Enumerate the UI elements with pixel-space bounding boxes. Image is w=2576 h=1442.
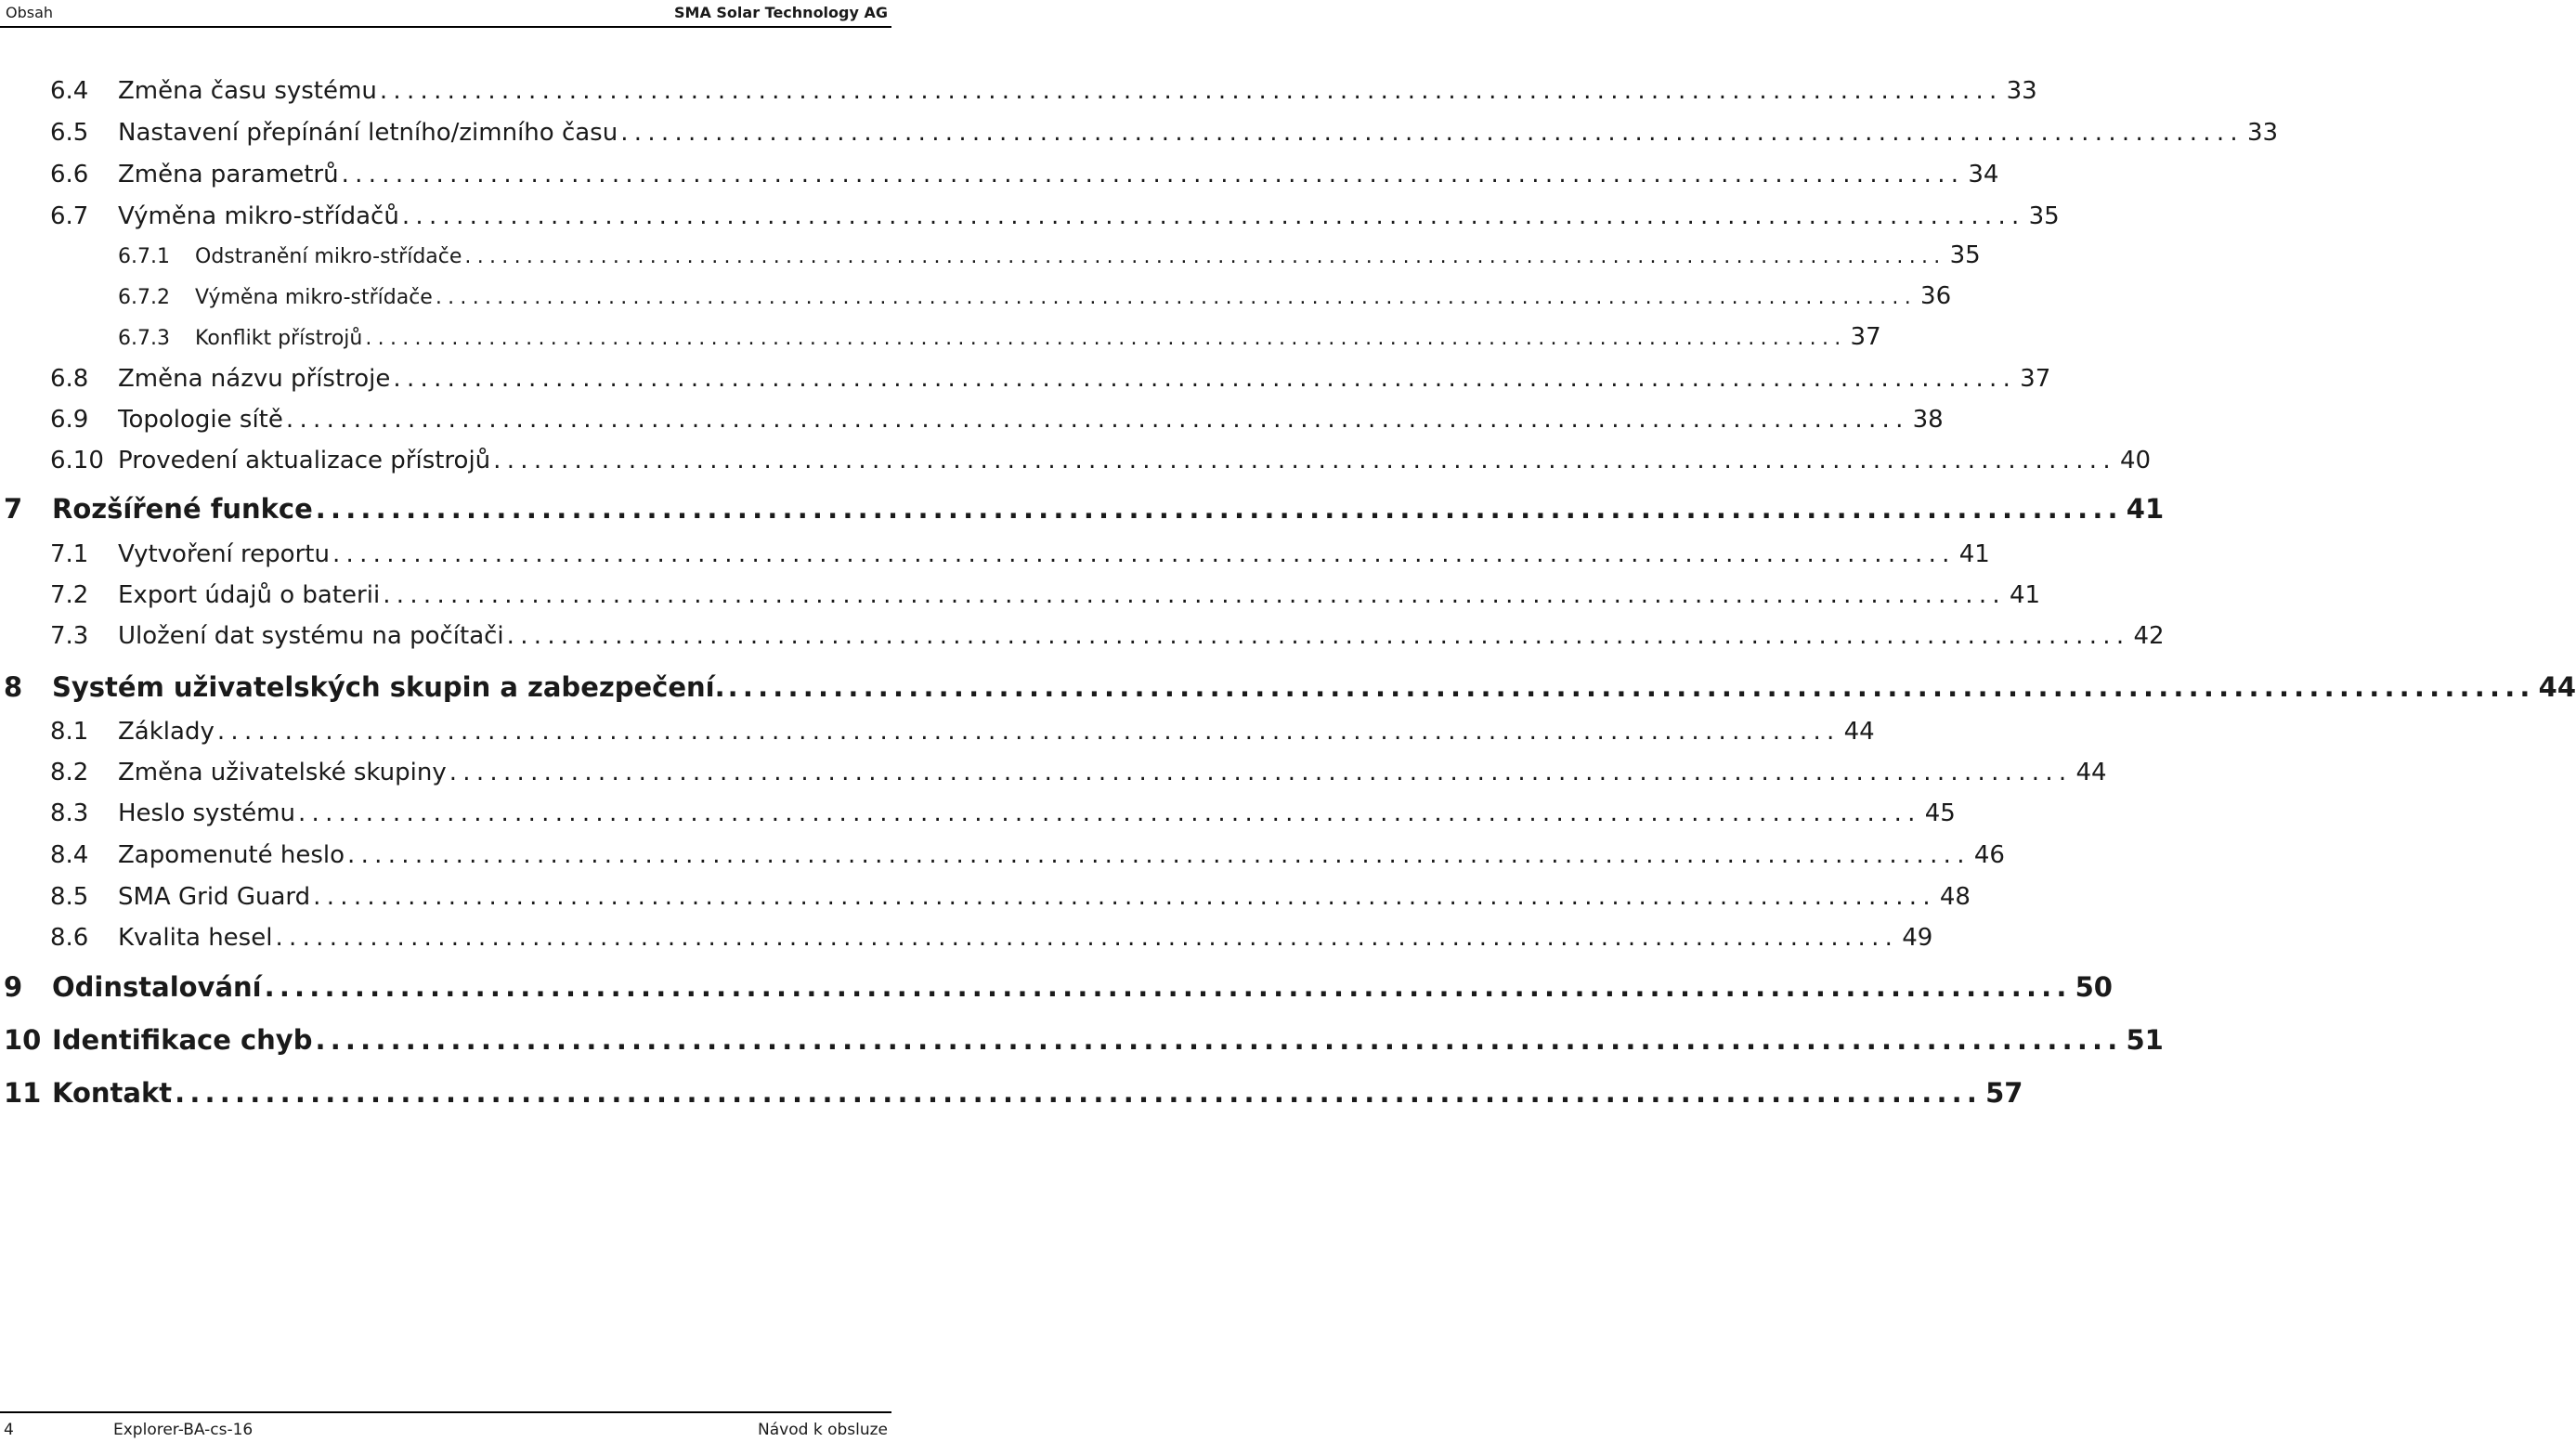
toc-entry-title: Uložení dat systému na počítači <box>118 622 504 650</box>
toc-entry-title: Změna parametrů <box>118 161 339 188</box>
toc-entry-number: 6.5 <box>50 119 89 147</box>
toc-entry[interactable] <box>50 715 1875 748</box>
toc-entry-number: 7.3 <box>50 622 89 650</box>
toc-entry-page-number: 37 <box>1850 323 1881 351</box>
toc-entry-page-number: 51 <box>2126 1024 2164 1056</box>
toc-entry-page-number: 49 <box>1902 924 1933 952</box>
toc-entry-title: Odinstalování <box>52 971 262 1003</box>
toc-entry[interactable] <box>50 116 2279 149</box>
toc-entry-number: 7.1 <box>50 540 89 568</box>
toc-entry-number: 8.4 <box>50 841 89 869</box>
header-company-name: SMA Solar Technology AG <box>674 4 888 21</box>
toc-entry-number: 11 <box>4 1077 42 1109</box>
toc-dot-leader: ........................................................................................................................ <box>175 1077 1983 1109</box>
toc-entry-page-number: 36 <box>1920 282 1952 310</box>
toc-dot-leader: ........................................................................................................................ <box>383 581 2006 609</box>
toc-dot-leader: ........................................................................................................................ <box>315 493 2123 525</box>
toc-entry[interactable] <box>118 240 1981 270</box>
toc-entry-number: 8.6 <box>50 924 89 952</box>
toc-entry-number: 7.2 <box>50 581 89 609</box>
toc-entry-title: Heslo systému <box>118 799 295 827</box>
toc-entry-page-number: 37 <box>2020 365 2051 393</box>
toc-entry-page-number: 48 <box>1939 883 1971 911</box>
toc-entry-number: 8.3 <box>50 799 89 827</box>
toc-entry-title: Změna času systému <box>118 77 377 105</box>
toc-dot-leader: ........................................................................................................................ <box>332 540 1956 568</box>
toc-entry[interactable] <box>50 362 2051 396</box>
toc-entry[interactable] <box>4 1074 2023 1111</box>
toc-entry[interactable] <box>4 968 2113 1006</box>
toc-entry-number: 8.5 <box>50 883 89 911</box>
toc-entry-page-number: 46 <box>1973 841 2005 869</box>
toc-entry-title: Zapomenuté heslo <box>118 841 345 869</box>
toc-dot-leader: ........................................................................................................................ <box>347 841 1971 869</box>
toc-entry-number: 8.1 <box>50 718 89 746</box>
toc-entry-title: Výměna mikro-střídačů <box>118 202 399 230</box>
toc-entry[interactable] <box>50 200 2060 233</box>
toc-dot-leader: ........................................................................................................................ <box>275 924 1899 952</box>
toc-entry-number: 6.10 <box>50 447 104 474</box>
toc-entry-page-number: 50 <box>2075 971 2113 1003</box>
toc-entry-page-number: 41 <box>1958 540 1990 568</box>
toc-entry-title: Změna uživatelské skupiny <box>118 759 447 786</box>
toc-dot-leader: ........................................................................................................................ <box>449 759 2073 786</box>
toc-entry[interactable] <box>118 322 1881 352</box>
toc-entry-number: 6.7.2 <box>118 286 170 309</box>
toc-dot-leader: ........................................................................................................................ <box>435 286 1918 309</box>
toc-dot-leader: ........................................................................................................................ <box>285 406 1909 434</box>
toc-entry-title: SMA Grid Guard <box>118 883 311 911</box>
toc-entry-number: 6.4 <box>50 77 89 105</box>
toc-entry-title: Export údajů o baterii <box>118 581 381 609</box>
toc-entry-page-number: 33 <box>2246 119 2279 147</box>
toc-dot-leader: ........................................................................................................................ <box>464 245 1946 268</box>
toc-entry-page-number: 41 <box>2126 493 2165 525</box>
toc-entry[interactable] <box>50 797 1956 830</box>
toc-dot-leader: ........................................................................................................................ <box>341 161 1965 188</box>
toc-entry-number: 10 <box>4 1024 42 1056</box>
toc-dot-leader: ........................................................................................................................ <box>264 971 2072 1003</box>
toc-entry[interactable] <box>50 756 2107 789</box>
page-footer <box>0 1411 891 1442</box>
toc-dot-leader: ........................................................................................................................ <box>393 365 2017 393</box>
toc-entry[interactable] <box>50 921 1933 955</box>
footer-document-type: Návod k obsluze <box>758 1421 888 1439</box>
toc-entry[interactable] <box>50 158 1999 191</box>
toc-dot-leader: ........................................................................................................................ <box>365 327 1847 350</box>
toc-entry[interactable] <box>50 619 2165 653</box>
toc-entry[interactable] <box>50 538 1990 571</box>
toc-dot-leader: ........................................................................................................................ <box>313 883 1936 911</box>
toc-entry-page-number: 44 <box>1843 718 1875 746</box>
toc-entry-title: Rozšířené funkce <box>52 493 313 525</box>
toc-entry[interactable] <box>50 880 1971 914</box>
toc-entry-page-number: 35 <box>2028 202 2060 230</box>
toc-entry-title: Změna názvu přístroje <box>118 365 391 393</box>
toc-entry-title: Základy <box>118 718 215 746</box>
toc-dot-leader: ........................................................................................................................ <box>401 202 2025 230</box>
toc-entry-page-number: 42 <box>2133 622 2165 650</box>
toc-entry[interactable] <box>4 490 2165 527</box>
header-divider <box>0 26 891 28</box>
toc-entry-number: 6.7 <box>50 202 89 230</box>
toc-entry-page-number: 44 <box>2075 759 2107 786</box>
toc-dot-leader: ........................................................................................................................ <box>620 119 2244 147</box>
toc-entry-title: Odstranění mikro-střídače <box>195 245 462 268</box>
toc-entry-title: Topologie sítě <box>118 406 283 434</box>
toc-entry-page-number: 45 <box>1924 799 1956 827</box>
toc-entry-title: Systém uživatelských skupin a zabezpečení. <box>52 671 725 703</box>
toc-entry[interactable] <box>50 74 2037 108</box>
toc-dot-leader: ........................................................................................................................ <box>216 718 1841 746</box>
toc-entry-number: 6.7.3 <box>118 327 170 350</box>
toc-entry-number: 6.9 <box>50 406 89 434</box>
toc-entry-number: 6.8 <box>50 365 89 393</box>
toc-entry-number: 6.7.1 <box>118 245 170 268</box>
toc-entry-page-number: 44 <box>2538 671 2576 703</box>
toc-entry-title: Kvalita hesel <box>118 924 273 952</box>
toc-entry[interactable] <box>118 281 1952 311</box>
toc-entry[interactable] <box>4 669 2576 706</box>
toc-dot-leader: ........................................................................................................................ <box>493 447 2116 474</box>
toc-entry-number: 7 <box>4 493 23 525</box>
toc-entry-number: 9 <box>4 971 23 1003</box>
toc-dot-leader: ........................................................................................................................ <box>315 1024 2123 1056</box>
toc-entry-title: Konflikt přístrojů <box>195 327 363 350</box>
toc-entry-page-number: 34 <box>1968 161 1999 188</box>
toc-entry[interactable] <box>50 578 2041 612</box>
toc-entry-page-number: 57 <box>1985 1077 2023 1109</box>
toc-dot-leader: ........................................................................................................................ <box>379 77 2003 105</box>
toc-entry-title: Kontakt <box>52 1077 173 1109</box>
toc-entry-number: 8.2 <box>50 759 89 786</box>
toc-entry[interactable] <box>50 403 1944 436</box>
toc-entry-page-number: 35 <box>1949 241 1981 269</box>
toc-dot-leader: ........................................................................................................................ <box>727 671 2535 703</box>
footer-document-code: Explorer-BA-cs-16 <box>113 1421 254 1439</box>
toc-entry-title: Výměna mikro-střídače <box>195 286 433 309</box>
toc-entry-number: 6.6 <box>50 161 89 188</box>
toc-entry-page-number: 33 <box>2006 77 2037 105</box>
toc-entry[interactable] <box>4 1021 2164 1059</box>
toc-entry-title: Nastavení přepínání letního/zimního času <box>118 119 618 147</box>
toc-entry[interactable] <box>50 838 2005 872</box>
toc-entry-title: Identifikace chyb <box>52 1024 313 1056</box>
toc-entry-page-number: 40 <box>2119 447 2152 474</box>
toc-dot-leader: ........................................................................................................................ <box>506 622 2130 650</box>
toc-dot-leader: ........................................................................................................................ <box>297 799 1921 827</box>
footer-page-number: 4 <box>4 1421 14 1439</box>
toc-entry-title: Provedení aktualizace přístrojů <box>118 447 491 474</box>
toc-entry[interactable] <box>50 444 2152 477</box>
toc-entry-title: Vytvoření reportu <box>118 540 330 568</box>
toc-entry-number: 8 <box>4 671 23 703</box>
footer-divider <box>0 1411 891 1413</box>
header-section-title: Obsah <box>6 4 54 21</box>
toc-entry-page-number: 38 <box>1912 406 1944 434</box>
toc-entry-page-number: 41 <box>2009 581 2041 609</box>
